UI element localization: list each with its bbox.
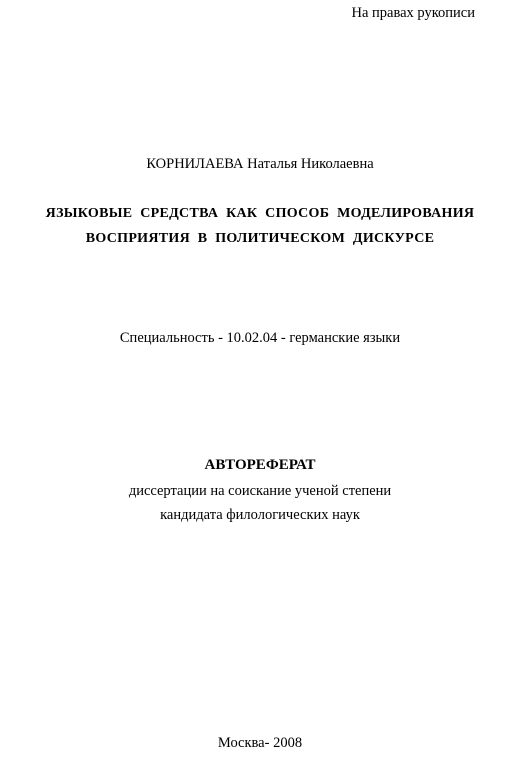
author-name: КОРНИЛАЕВА Наталья Николаевна — [146, 156, 374, 172]
thesis-title-line-1: ЯЗЫКОВЫЕ СРЕДСТВА КАК СПОСОБ МОДЕЛИРОВАНИЯ — [45, 206, 475, 221]
degree-purpose-line-1: диссертации на соискание ученой степени — [128, 483, 392, 499]
specialty-line: Специальность - 10.02.04 - германские языки — [119, 330, 401, 346]
thesis-title-line-2: ВОСПРИЯТИЯ В ПОЛИТИЧЕСКОМ ДИСКУРСЕ — [85, 231, 435, 246]
document-type-heading: АВТОРЕФЕРАТ — [204, 457, 316, 473]
degree-purpose-line-2: кандидата филологических наук — [160, 507, 360, 523]
place-and-year: Москва- 2008 — [217, 735, 303, 751]
manuscript-note: На правах рукописи — [351, 5, 475, 21]
